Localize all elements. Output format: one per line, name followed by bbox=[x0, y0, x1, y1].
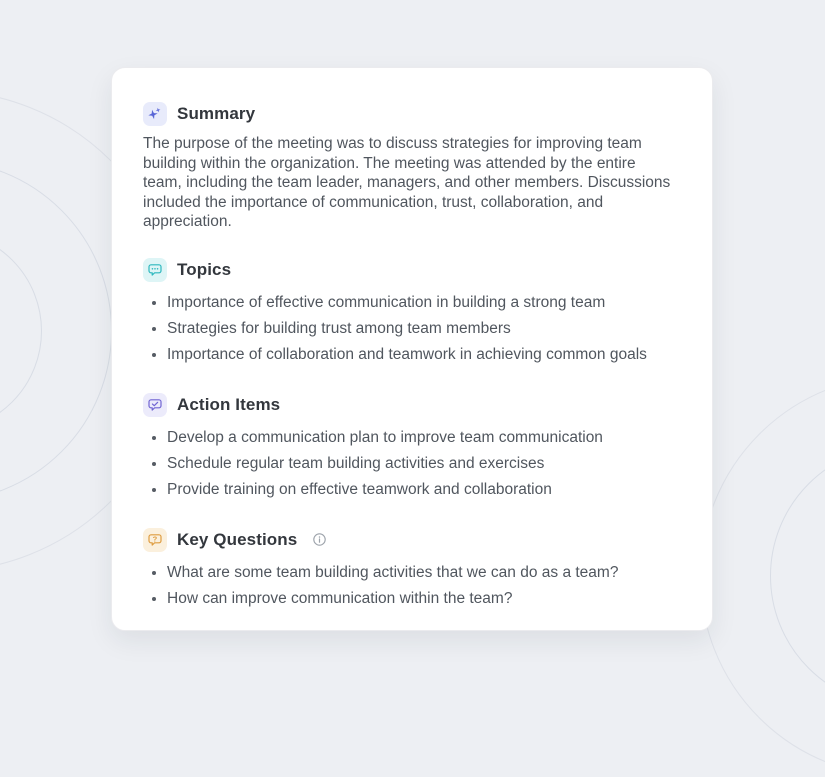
action-items-list bbox=[143, 425, 683, 502]
list-item: • What are some team building activities that we can do as a team? bbox=[167, 560, 683, 585]
topics-section bbox=[143, 258, 676, 367]
summary-section bbox=[143, 102, 676, 232]
chat-question-icon bbox=[143, 528, 167, 552]
key-questions-list bbox=[143, 560, 683, 611]
topics-header bbox=[143, 258, 676, 282]
decorative-circle-left-middle bbox=[0, 160, 112, 502]
chat-check-icon bbox=[143, 393, 167, 417]
key-questions-title: Key Questions bbox=[177, 529, 298, 549]
topics-list bbox=[143, 290, 683, 367]
meeting-notes-card bbox=[111, 67, 713, 631]
decorative-circle-right-inner bbox=[770, 445, 825, 707]
summary-title: Summary bbox=[177, 104, 256, 123]
decorative-circle-left-inner bbox=[0, 230, 42, 432]
key-questions-header bbox=[143, 528, 676, 552]
list-item: • Provide training on effective teamwork and collaboration bbox=[167, 477, 683, 502]
sparkles-icon bbox=[143, 102, 167, 126]
action-items-title: Action Items bbox=[177, 394, 281, 414]
svg-text:?: ? bbox=[152, 533, 158, 543]
action-items-header bbox=[143, 393, 676, 417]
action-items-section bbox=[143, 393, 676, 502]
list-item: • How can improve communication within the team? bbox=[167, 586, 683, 611]
list-item: • Strategies for building trust among team members bbox=[167, 316, 683, 341]
chat-dots-icon bbox=[143, 258, 167, 282]
topics-title: Topics bbox=[177, 259, 232, 279]
list-item: • Importance of collaboration and teamwork in achieving common goals bbox=[167, 342, 683, 367]
decorative-circle-right-outer bbox=[700, 375, 825, 777]
list-item: • Schedule regular team building activities and exercises bbox=[167, 451, 683, 476]
info-icon[interactable] bbox=[312, 532, 327, 547]
list-item: • Develop a communication plan to improve team communication bbox=[167, 425, 683, 450]
key-questions-section bbox=[143, 528, 676, 611]
summary-header bbox=[143, 102, 676, 126]
summary-text: The purpose of the meeting was to discuss strategies for improving team building within the organization. The meeting was attended by the entire team, including the team leader, managers, and other members. Discussions included the importance of communication, trust, collaboration, and appreciation. bbox=[143, 135, 671, 230]
list-item: • Importance of effective communication in building a strong team bbox=[167, 290, 683, 315]
